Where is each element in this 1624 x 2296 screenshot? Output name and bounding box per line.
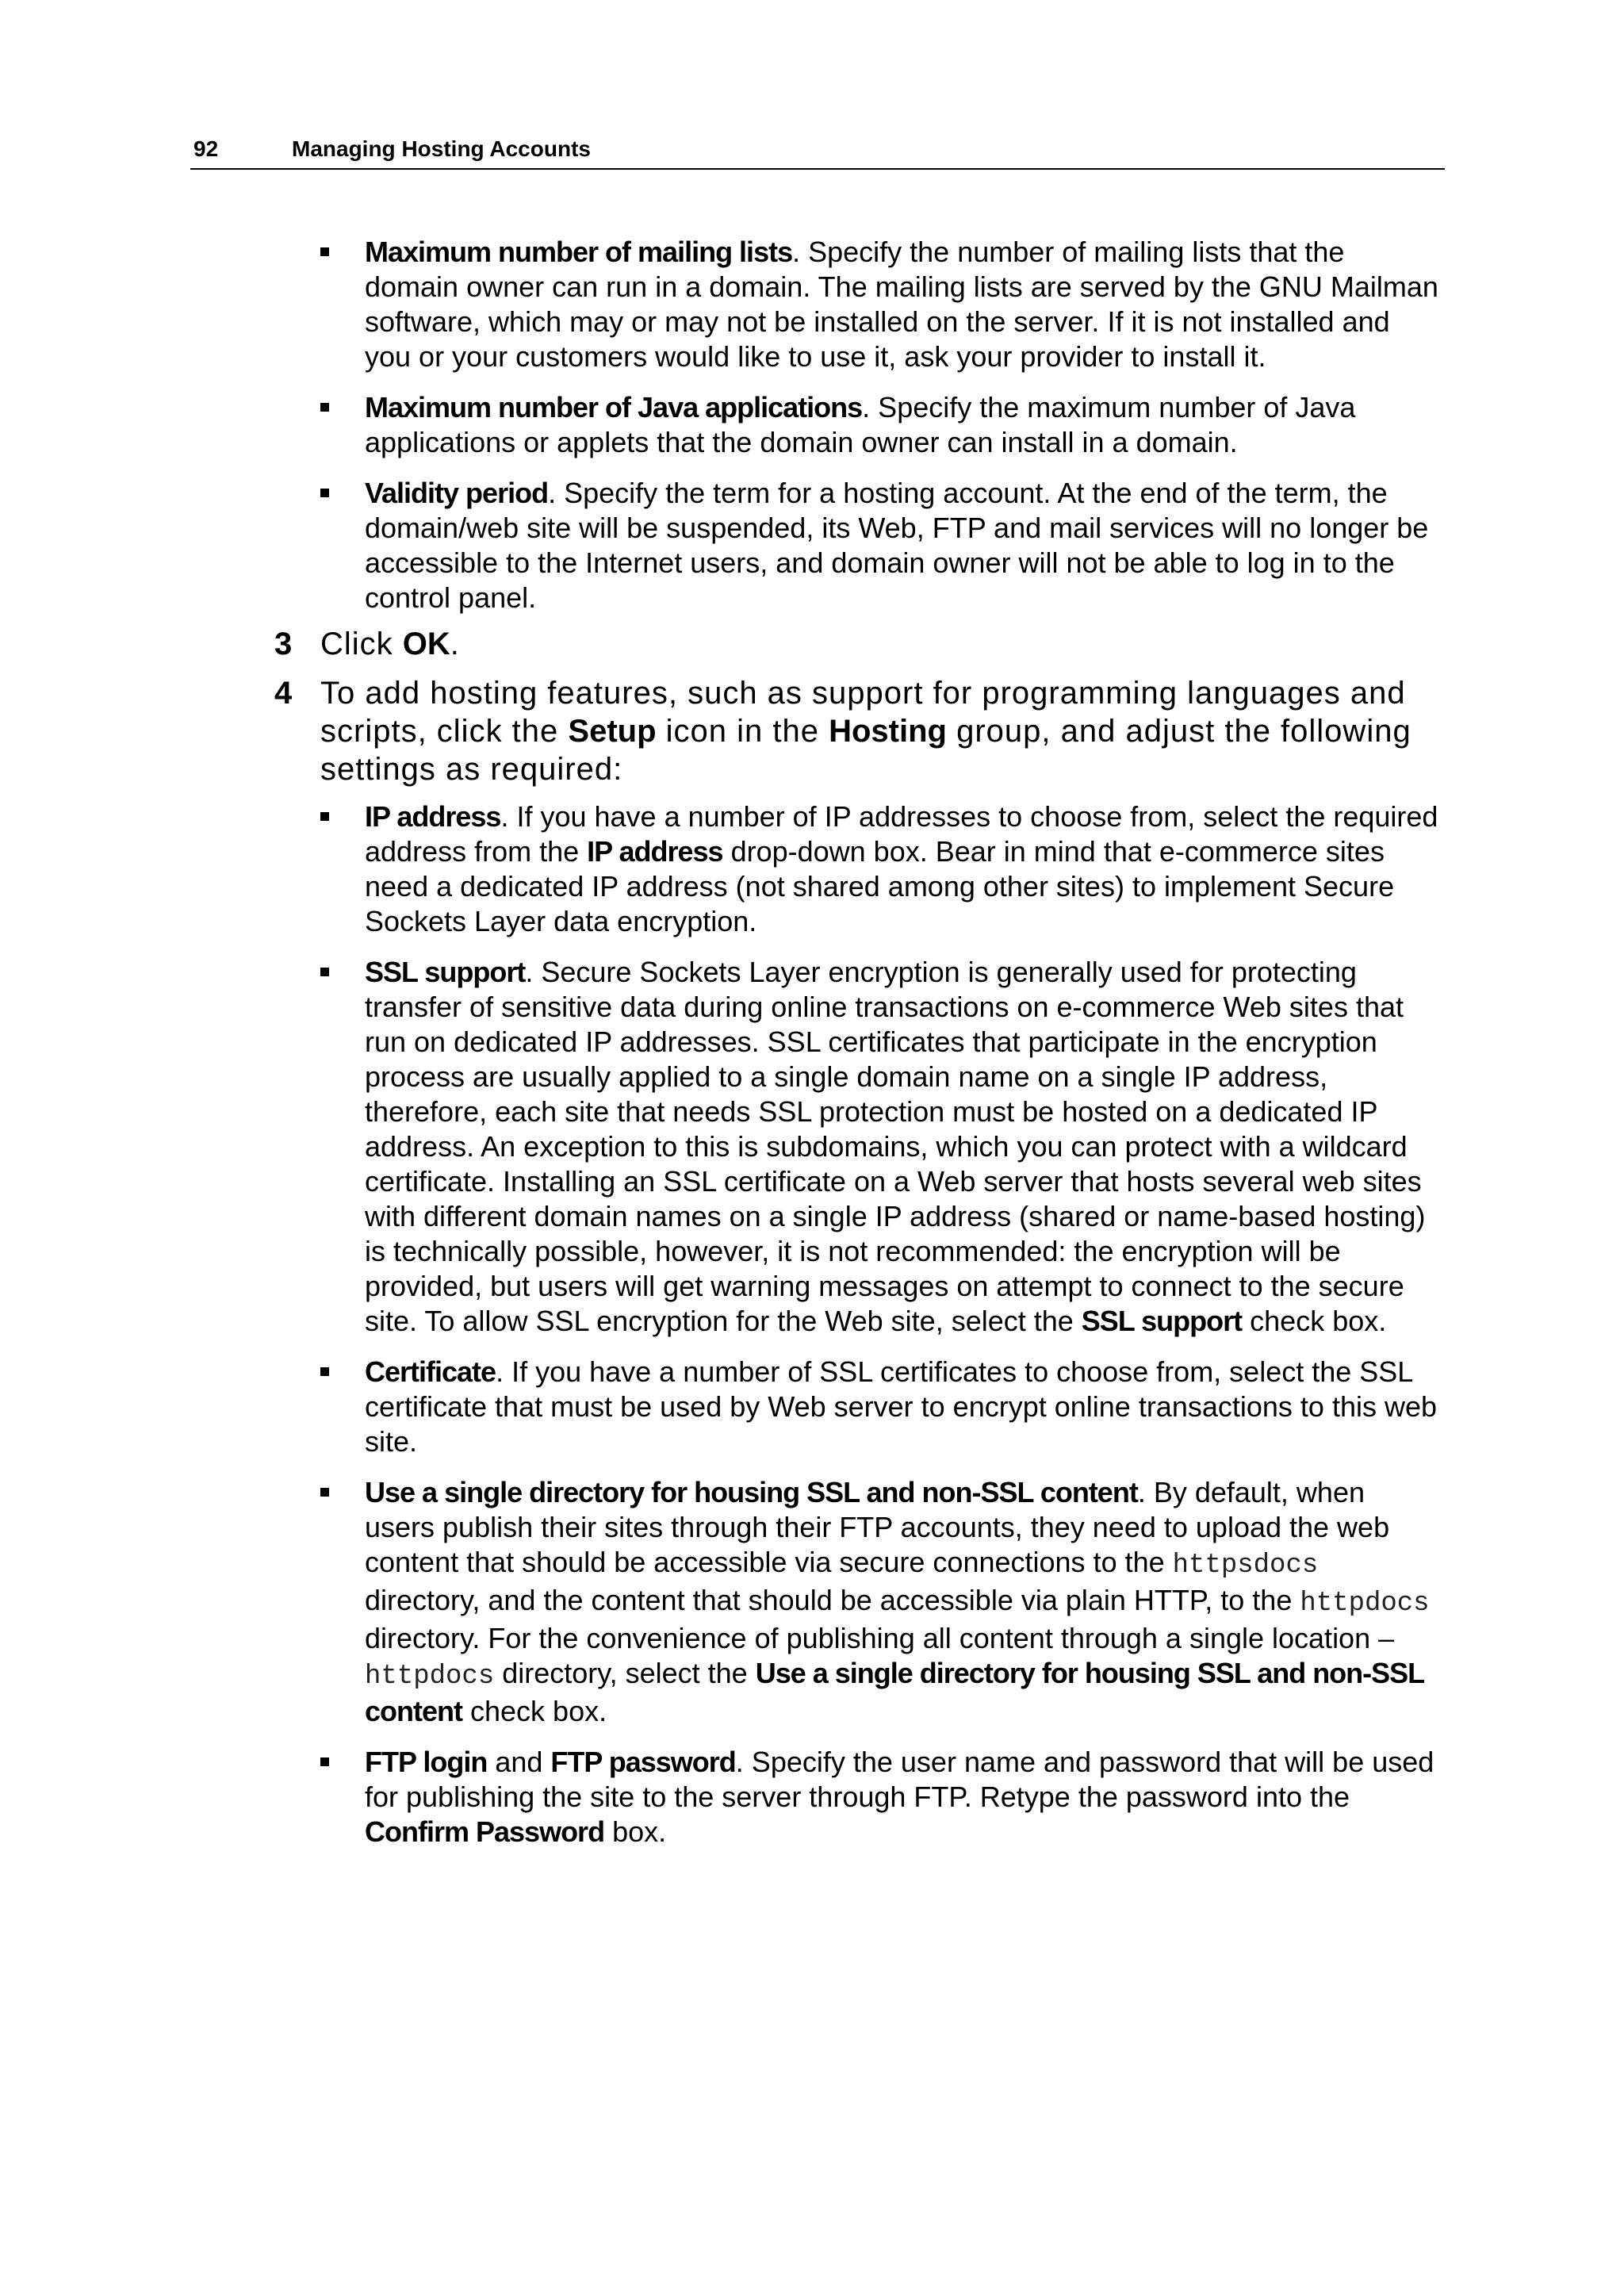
item-text: drop-down box. Bear in mind that e-commerce sites need a dedicated IP address (not shared among other sites) to implement Secure Sockets Layer data encryption.: [365, 835, 1395, 937]
term-java-applications: Maximum number of Java applications: [365, 391, 863, 424]
item-text: . Specify the user name and password that will be used for publishing the site to the server through FTP. Retype the password into the: [365, 1746, 1434, 1813]
ssl-support-checkbox-label: SSL support: [1081, 1305, 1243, 1337]
step-text: .: [450, 627, 460, 661]
square-bullet-icon: [320, 403, 329, 412]
square-bullet-icon: [320, 1488, 329, 1497]
step-text: icon in the: [656, 714, 829, 749]
square-bullet-icon: [320, 1367, 329, 1376]
term-mailing-lists: Maximum number of mailing lists: [365, 236, 793, 268]
step-number: 4: [274, 676, 293, 711]
step-text: group, and adjust the following settings as required:: [320, 714, 1411, 787]
running-header: [190, 135, 1445, 170]
list-item-java-applications: [274, 390, 1440, 460]
square-bullet-icon: [320, 489, 329, 497]
square-bullet-icon: [320, 968, 329, 976]
list-item-validity-period: [274, 476, 1440, 615]
item-text: check box.: [1242, 1305, 1387, 1337]
confirm-password-field-label: Confirm Password: [365, 1815, 605, 1848]
bullet-list-limits: [274, 235, 1440, 615]
item-text: . If you have a number of IP addresses to choose from, select the required address from the: [365, 800, 1438, 868]
ip-address-dropdown-label: IP address: [587, 835, 723, 868]
list-item-ssl-support: [274, 955, 1440, 1339]
item-text: box.: [604, 1815, 667, 1848]
list-item-mailing-lists: [274, 235, 1440, 374]
hosting-group-label: Hosting: [829, 714, 947, 749]
term-ip-address: IP address: [365, 800, 501, 833]
item-text: . Secure Sockets Layer encryption is generally used for protecting transfer of sensitive data during online transactions on e-commerce Web sites that run on dedicated IP addresses. SSL certificates that participate in the encryption process are usually applied to a single domain name on a single IP address, therefore, each site that needs SSL protection must be hosted on a dedicated IP address. An exception to this is subdomains, which you can protect with a wildcard certificate. Installing an SSL certificate on a Web server that hosts several web sites with different domain names on a single IP address (shared or name-based hosting) is technically possible, however, it is not recommended: the encryption will be provided, but users will get warning messages on attempt to connect to the secure site. To allow SSL encryption for the Web site, select the: [365, 956, 1426, 1337]
list-item-ip-address: [274, 799, 1440, 939]
term-ssl-support: SSL support: [365, 956, 526, 988]
square-bullet-icon: [320, 812, 329, 821]
square-bullet-icon: [320, 1757, 329, 1766]
item-text: . Specify the number of mailing lists that the domain owner can run in a domain. The mailing lists are served by the GNU Mailman software, which may or may not be installed on the server. If it is not installed and you or your customers would like to use it, ask your provider to install it.: [365, 236, 1438, 373]
page-body: [274, 235, 1440, 1865]
item-text: check box.: [462, 1695, 607, 1727]
setup-icon-label: Setup: [568, 714, 657, 749]
term-certificate: Certificate: [365, 1355, 496, 1388]
term-validity-period: Validity period: [365, 477, 549, 509]
httpdocs-path: httpdocs: [365, 1662, 495, 1692]
step-number: 3: [274, 627, 293, 661]
chapter-title: Managing Hosting Accounts: [292, 136, 591, 161]
item-text: and: [487, 1746, 551, 1778]
item-text: . By default, when users publish their sites through their FTP accounts, they need to upload the web content that should be accessible via secure connections to the: [365, 1476, 1390, 1578]
ok-button-label: OK: [402, 627, 450, 661]
item-text: directory. For the convenience of publishing all content through a single location –: [365, 1622, 1395, 1654]
single-directory-checkbox-label: Use a single directory for housing SSL and non-SSL content: [365, 1657, 1424, 1727]
step-3: [274, 625, 1440, 663]
term-single-directory: Use a single directory for housing SSL and non-SSL content: [365, 1476, 1138, 1508]
bullet-list-hosting-features: [274, 799, 1440, 1849]
step-4: [274, 674, 1440, 788]
item-text: . Specify the term for a hosting account. At the end of the term, the domain/web site will be suspended, its Web, FTP and mail services will no longer be accessible to the Internet users, and domain owner will not be able to log in to the control panel.: [365, 477, 1429, 614]
page-number: 92: [193, 136, 219, 161]
httpdocs-path: httpdocs: [1300, 1589, 1430, 1619]
term-ftp-login: FTP login: [365, 1746, 488, 1778]
item-text: . Specify the maximum number of Java applications or applets that the domain owner can install in a domain.: [365, 391, 1356, 458]
square-bullet-icon: [320, 247, 329, 256]
item-text: directory, select the: [494, 1657, 756, 1689]
list-item-single-directory: [274, 1475, 1440, 1729]
step-text: Click: [320, 627, 403, 661]
item-text: directory, and the content that should be accessible via plain HTTP, to the: [365, 1584, 1300, 1616]
step-text: To add hosting features, such as support for programming languages and scripts, click the: [320, 676, 1406, 749]
list-item-ftp-credentials: [274, 1745, 1440, 1849]
item-text: . If you have a number of SSL certificates to choose from, select the SSL certificate that must be used by Web server to encrypt online transactions to this web site.: [365, 1355, 1438, 1458]
httpsdocs-path: httpsdocs: [1172, 1550, 1319, 1581]
term-ftp-password: FTP password: [550, 1746, 736, 1778]
list-item-certificate: [274, 1355, 1440, 1459]
